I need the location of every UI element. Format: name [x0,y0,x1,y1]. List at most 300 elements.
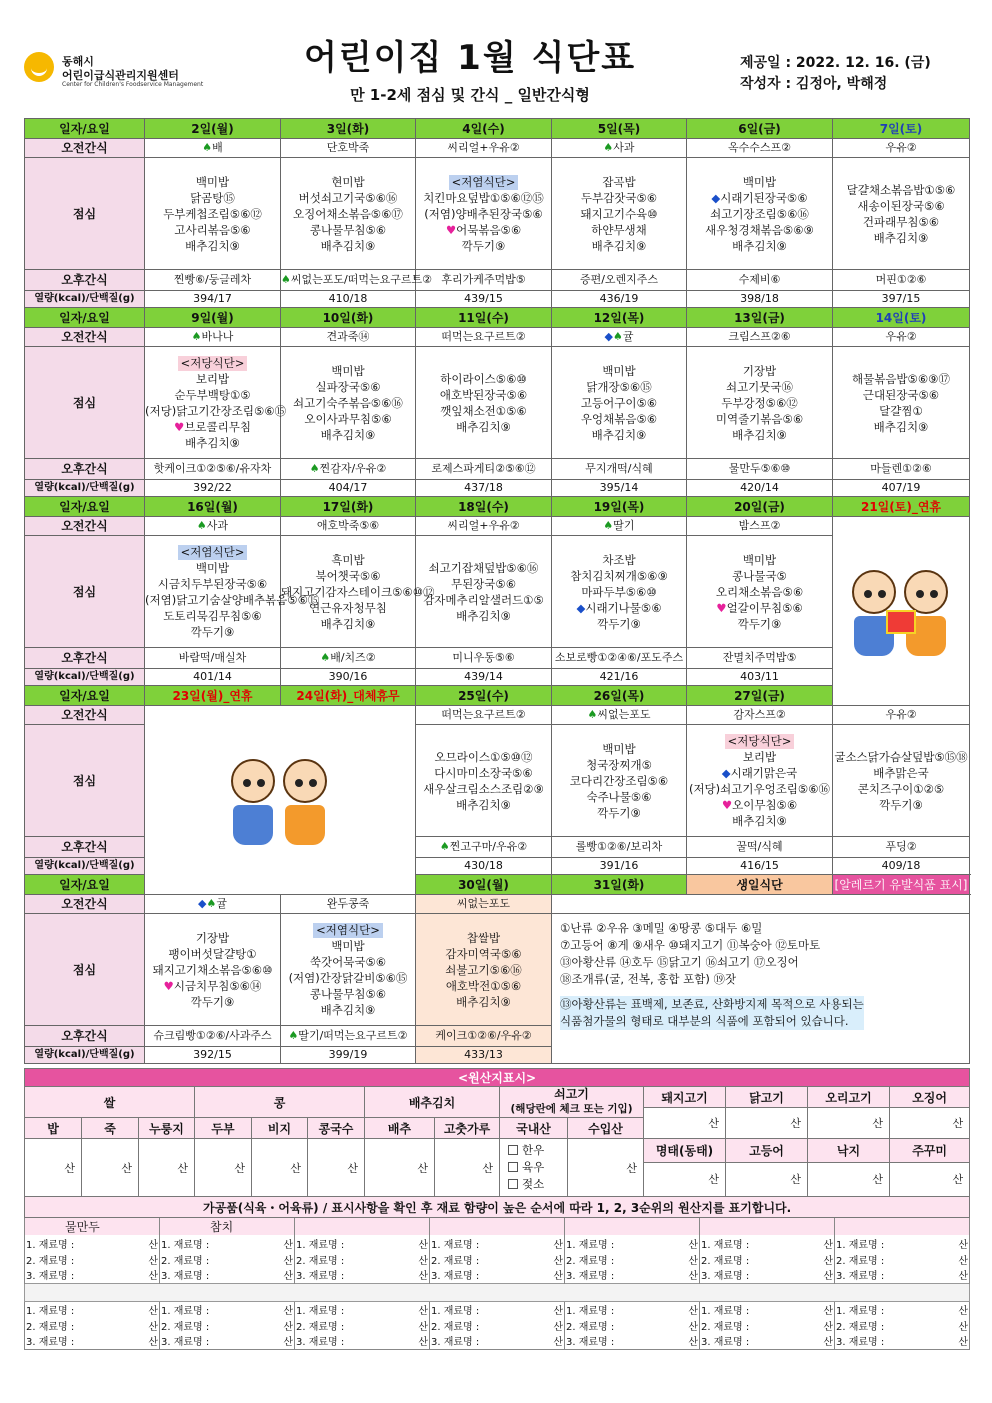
lunch-item: 새우청경채볶음⑤⑥⑨ [705,222,814,237]
lunch-item: 팽이버섯달걀탕① [168,946,257,961]
processed-ingredient[interactable]: 3. 재료명 : 산 [430,1333,565,1349]
lunch-item: 기장밥 [195,930,230,945]
heart-icon: ♥ [445,222,457,237]
imported-header: 수입산 [568,1118,644,1139]
processed-ingredient[interactable]: 2. 재료명 : 산 [295,1251,430,1267]
beef-imported-value[interactable]: 산 [568,1139,644,1197]
processed-ingredient[interactable]: 2. 재료명 : 산 [25,1317,160,1333]
processed-ingredient[interactable]: 2. 재료명 : 산 [700,1251,835,1267]
tree-icon: ♠ [288,1029,299,1042]
processed-ingredient[interactable]: 3. 재료명 : 산 [160,1267,295,1283]
kcal-value: 420/14 [687,480,833,497]
kcal-value: 421/16 [552,669,687,686]
processed-ingredient[interactable]: 3. 재료명 : 산 [700,1333,835,1349]
am-snack: ♠씨없는포도 [552,706,687,725]
lunch-item: 배추김치⑨ [732,427,787,442]
lunch-menu [145,158,281,270]
kcal-value: 430/18 [416,858,552,875]
processed-ingredient[interactable]: 3. 재료명 : 산 [565,1333,700,1349]
pork-header: 돼지고기 [644,1087,726,1108]
am-snack: 우유② [833,328,970,347]
day-header: 31일(화) [552,875,687,895]
day-label: 일자/요일 [25,308,145,328]
bap-header: 밥 [25,1118,82,1139]
am-snack: 완두콩죽 [281,895,416,914]
tree-icon: ♠ [603,519,614,532]
processed-ingredient[interactable]: 2. 재료명 : 산 [160,1251,295,1267]
lunch-item: 백미밥 [602,363,636,378]
processed-ingredient[interactable]: 1. 재료명 : 산 [295,1235,430,1251]
lunch-item: 배추김치⑨ [873,419,929,434]
processed-ingredient[interactable]: 1. 재료명 : 산 [565,1235,700,1251]
header [0,0,992,116]
am-snack: 떠먹는요구르트② [416,706,552,725]
am-snack: ♠딸기 [552,517,687,536]
baechu-value[interactable]: 산 [365,1139,435,1197]
am-snack-label: 오전간식 [25,895,145,914]
lunch-menu [145,914,281,1026]
lunch-item: 하얀무생채 [591,222,647,237]
day-header: 17일(화) [281,497,416,517]
sulfite-note-1: ⑬아황산류는 표백제, 보존료, 산화방지제 목적으로 사용되는 [560,997,864,1011]
lunch-item: 깍두기⑨ [597,805,641,820]
diamond-icon: ◆ [711,190,721,205]
heart-icon: ♥ [721,797,733,812]
am-snack-label: 오전간식 [25,706,145,725]
nurungji-value[interactable]: 산 [139,1139,195,1197]
day-header: 13일(금) [687,308,833,328]
day-header: 18일(수) [416,497,552,517]
processed-ingredient[interactable]: 2. 재료명 : 산 [295,1317,430,1333]
kcal-value: 399/19 [281,1047,416,1064]
mackerel-value[interactable]: 산 [726,1162,808,1196]
processed-ingredient[interactable]: 2. 재료명 : 산 [565,1251,700,1267]
processed-ingredient[interactable]: 1. 재료명 : 산 [295,1301,430,1317]
lunch-menu [281,914,416,1026]
processed-ingredient[interactable]: 3. 재료명 : 산 [700,1267,835,1283]
pm-snack-label: 오후간식 [25,648,145,669]
lunch-menu [833,158,970,270]
lunch-item: 배추김치⑨ [185,435,240,450]
pm-snack: ♠딸기/떠먹는요구르트② [281,1026,416,1047]
lunch-item: 배추김치⑨ [320,1002,376,1017]
lunch-item: ◆시래기맑은국 [721,765,798,780]
pm-snack: 찐빵⑥/둥글레차 [145,270,281,291]
lunch-menu [687,347,833,459]
kcal-value: 395/14 [552,480,687,497]
am-snack: 씨리얼+우유② [416,139,552,158]
page-subtitle: 만 1-2세 점심 및 간식 _ 일반간식형 [350,86,590,104]
lunch-item: 콩나물무침⑤⑥ [309,222,387,237]
day-header: 16일(월) [145,497,281,517]
am-snack: 씨없는포도 [416,895,552,914]
lunch-menu [833,347,970,459]
lunch-item: 돼지고기감자스테이크⑤⑥⑩⑫ [281,584,435,599]
lunch-item: 찹쌀밥 [466,930,501,945]
lunch-menu [416,347,552,459]
lunch-item: 배추김치⑨ [320,616,376,631]
tree-icon: ♠ [603,141,614,154]
am-snack: ◆♠귤 [145,895,281,914]
lunch-item: 쑥갓어묵국⑤⑥ [309,954,387,969]
lunch-item: 배추김치⑨ [185,238,240,253]
day-header: 3일(화) [281,119,416,139]
lunch-item: 기장밥 [742,363,777,378]
tofu-value[interactable]: 산 [195,1139,252,1197]
lunch-item: 닭개장⑤⑥⑮ [586,379,652,394]
am-snack: 우유② [833,706,970,725]
lunch-item: ♥브로콜리무침 [174,419,251,434]
org-name-2: 어린이급식관리지원센터 [62,69,179,82]
kongguksu-header: 콩국수 [308,1118,365,1139]
lunch-label: 점심 [25,725,145,837]
yukwoo-checkbox[interactable]: 육우 [502,1159,565,1176]
day-label: 일자/요일 [25,119,145,139]
lunch-item: 배추김치⑨ [732,238,787,253]
pm-snack: 케이크①②⑥/우유② [416,1026,552,1047]
processed-ingredient[interactable]: 2. 재료명 : 산 [160,1317,295,1333]
kcal-value: 404/17 [281,480,416,497]
am-snack: ◆♠귤 [552,328,687,347]
pm-snack: 물만두⑤⑥⑩ [687,459,833,480]
lunch-item: 오징어채소볶음⑤⑥⑰ [293,206,403,221]
lunch-item: 애호박된장국⑤⑥ [439,387,528,402]
gochu-header: 고춧가루 [435,1118,500,1139]
processed-ingredient[interactable]: 3. 재료명 : 산 [25,1267,160,1283]
processed-ingredient[interactable]: 1. 재료명 : 산 [565,1301,700,1317]
bean-header: 콩 [195,1087,365,1118]
lunch-item: 치킨마요덮밥①⑤⑥⑫⑮ [423,190,544,205]
pm-snack-label: 오후간식 [25,459,145,480]
day-header: 9일(월) [145,308,281,328]
pm-snack: ♠배/치즈② [281,648,416,669]
tofu-header: 두부 [195,1118,252,1139]
heart-icon: ♥ [163,978,174,993]
lunch-item: 마파두부⑤⑥⑩ [581,584,657,599]
lunch-item: 깻잎채소전①⑤⑥ [440,403,527,418]
pm-snack: 후리가케주먹밥⑤ [416,270,552,291]
chicken-header: 닭고기 [726,1087,808,1108]
lunch-item: 실파장국⑤⑥ [315,379,381,394]
lunch-item: 콩나물무침⑤⑥ [309,986,387,1001]
lunch-item: (저당)닭고기간장조림⑤⑥⑮ [145,403,287,418]
day-header: 2일(월) [145,119,281,139]
pm-snack: 꿀떡/식혜 [687,837,833,858]
kongguksu-value[interactable]: 산 [308,1139,365,1197]
lunch-item: 두부케첩조림⑤⑥⑫ [163,206,262,221]
lunch-item: 차조밥 [602,552,636,567]
processed-ingredient[interactable]: 3. 재료명 : 산 [835,1333,970,1349]
day-label: 일자/요일 [25,686,145,706]
octopus-value[interactable]: 산 [808,1162,890,1196]
allergy-title: [알레르기 유발식품 표시] [833,875,970,895]
lunch-item: 숙주나물⑤⑥ [586,789,652,804]
tree-icon: ♠ [281,273,291,286]
biji-value[interactable]: 산 [252,1139,308,1197]
baechu-header: 배추 [365,1118,435,1139]
processed-ingredient[interactable]: 1. 재료명 : 산 [430,1301,565,1317]
processed-ingredient[interactable]: 1. 재료명 : 산 [160,1301,295,1317]
mackerel-header: 고등어 [726,1139,808,1163]
processed-ingredient[interactable]: 2. 재료명 : 산 [700,1317,835,1333]
day-header: 12일(목) [552,308,687,328]
am-snack: 씨리얼+우유② [416,517,552,536]
day-header: 11일(수) [416,308,552,328]
day-header: 14일(토) [833,308,970,328]
processed-ingredient[interactable]: 1. 재료명 : 산 [25,1301,160,1317]
webfoot-header: 주꾸미 [890,1139,970,1163]
duck-header: 오리고기 [808,1087,890,1108]
lunch-item: 배추김치⑨ [456,419,511,434]
processed-notice: 가공품(식육・어육류) / 표시사항을 확인 후 재료 함량이 높은 순서에 따라 1, 2, 3순위의 원산지를 표기합니다. [25,1197,970,1218]
am-snack: 우유② [833,139,970,158]
lunch-item: 고사리볶음⑤⑥ [174,222,251,237]
am-snack: 애호박죽⑤⑥ [281,517,416,536]
pm-snack: 증편/오렌지주스 [552,270,687,291]
lunch-item: 하이라이스⑤⑥⑩ [440,371,527,386]
lunch-item: 돼지고기채소볶음⑤⑥⑩ [152,962,273,977]
lunch-menu [416,914,552,1026]
lunch-item: 닭곰탕⑮ [190,190,235,205]
domestic-header: 국내산 [500,1118,568,1139]
lunch-item: 애호박전①⑤⑥ [445,978,522,993]
lunch-item: 두부강정⑤⑥⑫ [721,395,798,410]
lunch-menu [552,347,687,459]
lunch-menu [145,536,320,648]
hanwoo-checkbox[interactable]: 한우 [502,1142,565,1159]
lunch-item: 달걀채소볶음밥①⑤⑥ [846,182,956,197]
pollock-header: 명태(동태) [644,1139,726,1163]
processed-ingredient[interactable]: 3. 재료명 : 산 [25,1333,160,1349]
lunch-item: (저당)쇠고기우엉조림⑤⑥⑯ [688,781,831,796]
origin-title: <원산지표시> [25,1069,970,1087]
processed-ingredient[interactable]: 2. 재료명 : 산 [430,1317,565,1333]
provided-date: 제공일 : 2022. 12. 16. (금) [740,55,931,71]
kcal-value: 439/15 [416,291,552,308]
lunch-item: 감자메추리알샐러드①⑤ [423,592,544,607]
lunch-item: 백미밥 [742,552,777,567]
lunch-item: 감자미역국⑤⑥ [445,946,522,961]
diamond-icon: ◆ [576,600,586,615]
day-header: 10일(화) [281,308,416,328]
am-snack: 떠먹는요구르트② [416,328,552,347]
heart-icon: ♥ [716,600,727,615]
lunch-item: ♥얼갈이무침⑤⑥ [716,600,803,615]
processed-ingredient[interactable]: 1. 재료명 : 산 [835,1301,970,1317]
processed-ingredient[interactable]: 2. 재료명 : 산 [430,1251,565,1267]
lunch-item: 보리밥 [742,749,777,764]
processed-ingredient[interactable]: 3. 재료명 : 산 [295,1333,430,1349]
day-header: 27일(금) [687,686,833,706]
lunch-item: 고등어구이⑤⑥ [580,395,658,410]
processed-ingredient[interactable]: 3. 재료명 : 산 [430,1267,565,1283]
lunch-menu [416,536,552,648]
am-snack-label: 오전간식 [25,517,145,536]
lunch-item: 깍두기⑨ [461,238,506,253]
tree-icon: ♠ [191,330,202,343]
lunch-item: 깍두기⑨ [190,994,235,1009]
lunch-item: 배추김치⑨ [591,238,647,253]
lunch-item: 건파래무침⑤⑥ [862,214,940,229]
processed-ingredient[interactable]: 2. 재료명 : 산 [25,1251,160,1267]
biji-header: 비지 [252,1118,308,1139]
lunch-item: 백미밥 [195,174,230,189]
lunch-menu [687,536,833,648]
lunch-label: 점심 [25,914,145,1026]
processed-ingredient[interactable]: 1. 재료명 : 산 [835,1235,970,1251]
juk-header: 죽 [82,1118,139,1139]
lunch-item: 배추김치⑨ [591,427,647,442]
pm-snack: 잔멸치주먹밥⑤ [687,648,833,669]
lunch-menu [281,536,435,648]
juk-value[interactable]: 산 [82,1139,139,1197]
menu-table [24,118,970,1064]
lunch-item: 배추김치⑨ [456,608,511,623]
kcal-value: 433/13 [416,1047,552,1064]
squid-value[interactable]: 산 [890,1108,970,1139]
kcal-value: 409/18 [833,858,970,875]
bap-value[interactable]: 산 [25,1139,82,1197]
lunch-item: 현미밥 [331,174,365,189]
processed-ingredient[interactable]: 3. 재료명 : 산 [835,1267,970,1283]
processed-ingredient[interactable]: 2. 재료명 : 산 [835,1251,970,1267]
tree-icon: ♠ [612,330,623,343]
page-title: 어린이집 1월 식단표 [303,38,637,78]
day-header: 생일식단 [687,875,833,895]
pm-snack: 수제비⑥ [687,270,833,291]
lunch-item: 백미밥 [195,560,230,575]
lunch-item: <저당식단> [687,733,832,749]
lunch-item: 쇠고기뭇국⑯ [725,379,794,394]
pork-value[interactable]: 산 [644,1108,726,1139]
lunch-item: 북어챗국⑤⑥ [315,568,381,583]
rice-header: 쌀 [25,1087,195,1118]
kcal-label: 열량(kcal)/단백질(g) [25,858,145,875]
duck-value[interactable]: 산 [808,1108,890,1139]
kcal-value: 403/11 [687,669,833,686]
lunch-menu [416,158,552,270]
lunch-item: 보리밥 [195,371,230,386]
lunch-item: 흑미밥 [331,552,365,567]
processed-table [24,1218,970,1350]
pm-snack: 푸딩② [833,837,970,858]
pm-snack-label: 오후간식 [25,270,145,291]
processed-ingredient[interactable]: 3. 재료명 : 산 [160,1333,295,1349]
processed-item-2: 참치 [160,1218,295,1235]
pm-snack: 슈크림빵①②⑥/사과주스 [145,1026,281,1047]
lunch-item: 깍두기⑨ [879,797,923,812]
processed-ingredient[interactable]: 3. 재료명 : 산 [565,1267,700,1283]
am-snack: ♠사과 [552,139,687,158]
lunch-item: <저당식단> [145,355,280,371]
processed-ingredient[interactable]: 1. 재료명 : 산 [160,1235,295,1251]
lunch-item: 해물볶음밥⑤⑥⑨⑰ [852,371,950,386]
processed-ingredient[interactable]: 2. 재료명 : 산 [565,1317,700,1333]
lunch-item: 무된장국⑤⑥ [450,576,517,591]
pm-snack: 로제스파게티②⑤⑥⑫ [416,459,552,480]
tree-icon: ♠ [202,141,213,154]
kcal-value: 410/18 [281,291,416,308]
lunch-item: 쇠고기장조림⑤⑥⑯ [710,206,809,221]
am-snack: ♠사과 [145,517,281,536]
pm-snack: ♠찐감자/우유② [281,459,416,480]
kcal-value: 416/15 [687,858,833,875]
webfoot-value[interactable]: 산 [890,1162,970,1196]
processed-ingredient[interactable]: 1. 재료명 : 산 [430,1235,565,1251]
children-illustration [225,753,335,848]
pm-snack-label: 오후간식 [25,1026,145,1047]
lunch-item: 순두부백탕①⑤ [174,387,251,402]
lunch-item: (저염)간장닭갈비⑤⑥⑮ [288,970,408,985]
lunch-item: 배추김치⑨ [456,994,511,1009]
lunch-item: 깍두기⑨ [737,616,782,631]
lunch-item: 쇠불고기⑤⑥⑯ [445,962,522,977]
squid-header: 오징어 [890,1087,970,1108]
lunch-item: 미역줄기볶음⑤⑥ [715,411,804,426]
processed-ingredient[interactable]: 2. 재료명 : 산 [835,1317,970,1333]
org-name: 동해시 [62,55,94,68]
lunch-menu [281,347,416,459]
kimchi-header: 배추김치 [365,1087,500,1118]
lunch-item: 백미밥 [331,363,365,378]
kcal-label: 열량(kcal)/단백질(g) [25,291,145,308]
day-header: 25일(수) [416,686,552,706]
tree-icon: ♠ [206,897,217,910]
lunch-item: ◆시래기된장국⑤⑥ [711,190,808,205]
tree-icon: ♠ [196,519,207,532]
lunch-item: 굴소스닭가슴살덮밥⑤⑮⑱ [834,749,968,764]
lunch-item: 도토리묵김무침⑤⑥ [163,608,262,623]
pm-snack: 머핀①②⑥ [833,270,970,291]
lunch-item: 배추김치⑨ [456,797,511,812]
pm-snack: 바람떡/매실차 [145,648,281,669]
pollock-value[interactable]: 산 [644,1162,726,1196]
tree-icon: ♠ [439,840,450,853]
lunch-item: 깍두기⑨ [597,616,641,631]
lunch-item: 연근유자청무침 [309,600,387,615]
lunch-item: 배추김치⑨ [320,427,376,442]
chicken-value[interactable]: 산 [726,1108,808,1139]
smile-logo-icon [24,52,54,82]
lunch-menu [281,158,416,270]
lunch-item: 깍두기⑨ [190,624,235,639]
kcal-label: 열량(kcal)/단백질(g) [25,669,145,686]
diamond-icon: ◆ [721,765,731,780]
day-header: 4일(수) [416,119,552,139]
processed-ingredient[interactable]: 1. 재료명 : 산 [700,1235,835,1251]
gochu-value[interactable]: 산 [435,1139,500,1197]
processed-ingredient[interactable]: 3. 재료명 : 산 [295,1267,430,1283]
am-snack-label: 오전간식 [25,328,145,347]
jeotso-checkbox[interactable]: 젖소 [502,1176,565,1193]
processed-ingredient[interactable]: 1. 재료명 : 산 [25,1235,160,1251]
lunch-item: 달걀찜① [879,403,923,418]
lunch-item: 시금치두부된장국⑤⑥ [157,576,268,591]
pm-snack: 롤빵①②⑥/보리차 [552,837,687,858]
lunch-item: 백미밥 [331,938,365,953]
beef-header: 쇠고기 (해당란에 체크 또는 기입) [500,1087,644,1118]
lunch-item: 오리채소볶음⑤⑥ [715,584,804,599]
processed-ingredient[interactable]: 1. 재료명 : 산 [700,1301,835,1317]
kcal-value: 398/18 [687,291,833,308]
kcal-label: 열량(kcal)/단백질(g) [25,480,145,497]
kcal-value: 392/15 [145,1047,281,1064]
kcal-value: 392/22 [145,480,281,497]
lunch-menu [687,725,833,837]
lunch-item: 오이사과무침⑤⑥ [304,411,392,426]
lunch-item: 돼지고기수육⑩ [580,206,658,221]
lunch-item: (저염)닭고기숨살양배추볶음⑤⑥⑮ [145,592,320,607]
